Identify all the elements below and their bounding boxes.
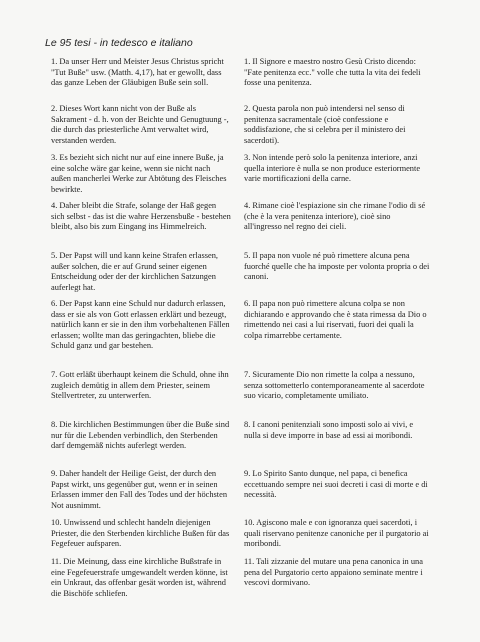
thesis-10-italian: 10. Agiscono male e con ignoranza quei sacerdoti, i quali riservano penitenze canoniche per il purgatorio ai moribondi. [244, 518, 429, 549]
thesis-8-italian: 8. I canoni penitenziali sono imposti solo ai vivi, e nulla si deve imporre in base ad essi ai moribondi. [244, 420, 414, 440]
thesis-11-italian: 11. Tali zizzanie del mutare una pena canonica in una pena del Purgatorio certo appaiono seminate mentre i vescovi dormivano. [244, 557, 423, 588]
thesis-7-italian: 7. Sicuramente Dio non rimette la colpa a nessuno, senza sottometterlo contemporaneamente al sacerdote suo vicario, completamente umiliato. [244, 370, 425, 401]
thesis-4-german: 4. Daher bleibt die Strafe, solange der Haß gegen sich selbst - das ist die wahre Herzensbuße - bestehen bleibt, also bis zum Eingang ins Himmelreich. [51, 201, 231, 232]
thesis-1-italian: 1. Il Signore e maestro nostro Gesù Cristo dicendo: "Fate penitenza ecc." volle che tutta la vita dei fedeli fosse una penitenza. [244, 57, 421, 88]
page-title: Le 95 tesi - in tedesco e italiano [45, 37, 193, 49]
thesis-2-german: 2. Dieses Wort kann nicht von der Buße als Sakrament - d. h. von der Beichte und Genugtuung -, die durch das priesterliche Amt verwaltet wird, verstanden werden. [51, 104, 229, 145]
thesis-9-italian: 9. Lo Spirito Santo dunque, nel papa, ci benefica eccettuando sempre nei suoi decreti i casi di morte e di necessità. [244, 469, 428, 500]
thesis-11-german: 11. Die Meinung, dass eine kirchliche Bußstrafe in eine Fegefeuerstrafe umgewandelt werden könne, ist ein Unkraut, das offenbar gesät worden ist, während die Bischöfe schliefen. [51, 557, 228, 598]
thesis-3-italian: 3. Non intende però solo la penitenza interiore, anzi quella interiore è nulla se non produce esteriormente varie mortificazioni della carne. [244, 153, 421, 184]
thesis-3-german: 3. Es bezieht sich nicht nur auf eine innere Buße, ja eine solche wäre gar keine, wenn sie nicht nach außen mancherlei Werke zur Abtötung des Fleisches bewirkte. [51, 153, 227, 194]
thesis-7-german: 7. Gott erläßt überhaupt keinem die Schuld, ohne ihn zugleich demütig in allem dem Priester, seinem Stellvertreter, zu unterwerfen. [51, 370, 229, 401]
thesis-1-german: 1. Da unser Herr und Meister Jesus Christus spricht "Tut Buße" usw. (Matth. 4,17), hat er gewollt, dass das ganze Leben der Gläubigen Buße sein soll. [51, 57, 224, 88]
thesis-5-german: 5. Der Papst will und kann keine Strafen erlassen, außer solchen, die er auf Grund seiner eigenen Entscheidung oder der der kirchlichen Satzungen auferlegt hat. [51, 251, 218, 292]
thesis-9-german: 9. Daher handelt der Heilige Geist, der durch den Papst wirkt, uns gegenüber gut, wenn er in seinen Erlassen immer den Fall des Todes und der höchsten Not ausnimmt. [51, 469, 228, 510]
thesis-10-german: 10. Unwissend und schlecht handeln diejenigen Priester, die den Sterbenden kirchliche Bußen für das Fegefeuer aufsparen. [51, 518, 230, 549]
thesis-8-german: 8. Die kirchlichen Bestimmungen über die Buße sind nur für die Lebenden verbindlich, den Sterbenden darf demgemäß nichts auferlegt werden. [51, 420, 230, 451]
thesis-4-italian: 4. Rimane cioè l'espiazione sin che rimane l'odio di sé (che è la vera penitenza interiore), cioè sino all'ingresso nel regno dei cieli. [244, 201, 426, 232]
thesis-2-italian: 2. Questa parola non può intendersi nel senso di penitenza sacramentale (cioè confessione e soddisfazione, che si celebra per il ministero dei sacerdoti). [244, 104, 406, 145]
thesis-5-italian: 5. Il papa non vuole né può rimettere alcuna pena fuorché quelle che ha imposte per volonta propria o dei canoni. [244, 251, 430, 282]
thesis-6-german: 6. Der Papst kann eine Schuld nur dadurch erlassen, dass er sie als von Gott erlassen erklärt und bezeugt, natürlich kann er sie in den ihm vorbehaltenen Fällen erlassen; wollte man das geringachten, bliebe die Schuld ganz und gar bestehen. [51, 299, 230, 351]
thesis-6-italian: 6. Il papa non può rimettere alcuna colpa se non dichiarando e approvando che è stata rimessa da Dio o rimettendo nei casi a lui riservati, fuori dei quali la colpa rimarrebbe certamente. [244, 299, 427, 340]
